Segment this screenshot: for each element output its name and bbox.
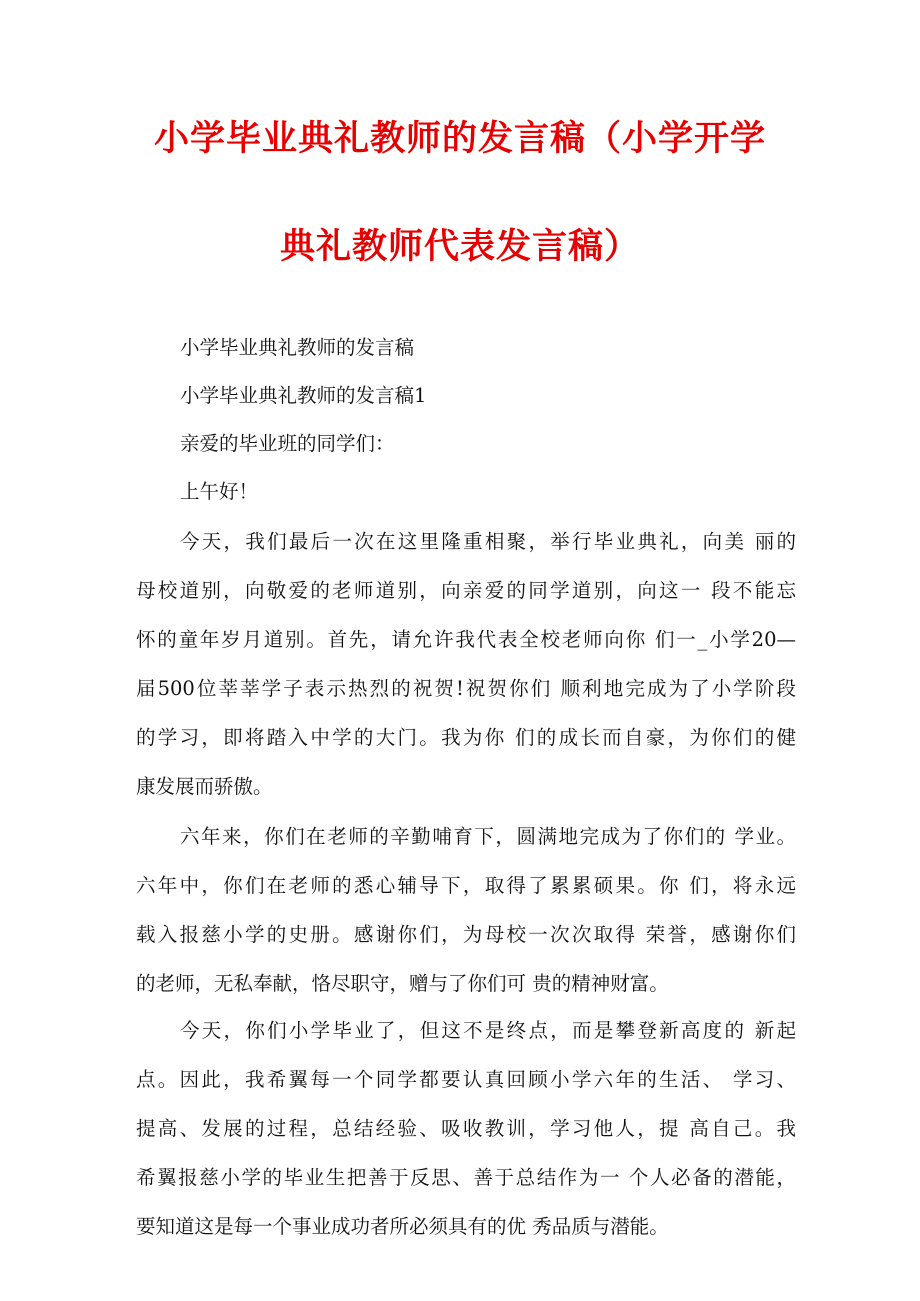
paragraph-1-line-3: 怀的童年岁月道别。首先，请允许我代表全校老师向你 们一_小学20—	[136, 628, 796, 651]
paragraph-2-line-4: 的老师，无私奉献，恪尽职守，赠与了你们可 贵的精神财富。	[136, 972, 669, 995]
greeting: 上午好！	[180, 480, 259, 503]
paragraph-3-line-1: 今天，你们小学毕业了，但这不是终点，而是攀登新高度的 新起	[180, 1019, 796, 1042]
paragraph-1-line-6: 康发展而骄傲。	[136, 775, 273, 798]
paragraph-1-line-4: 届500位莘莘学子表示热烈的祝贺!祝贺你们 顺利地完成为了小学阶段	[136, 677, 796, 700]
paragraph-3-line-5: 要知道这是每一个事业成功者所必须具有的优 秀品质与潜能。	[136, 1215, 669, 1238]
paragraph-2-line-2: 六年中，你们在老师的悉心辅导下，取得了累累硕果。你 们，将永远	[136, 874, 796, 897]
paragraph-1-line-2: 母校道别，向敬爱的老师道别，向亲爱的同学道别，向这一 段不能忘	[136, 579, 796, 602]
paragraph-2-line-1: 六年来，你们在老师的辛勤哺育下，圆满地完成为了你们的 学业。	[180, 825, 796, 848]
paragraph-3-line-3: 提高、发展的过程，总结经验、吸收教训，学习他人，提 高自己。我	[136, 1117, 796, 1140]
subtitle: 小学毕业典礼教师的发言稿	[180, 336, 415, 359]
salutation: 亲爱的毕业班的同学们：	[180, 432, 395, 455]
paragraph-1-line-1: 今天，我们最后一次在这里隆重相聚，举行毕业典礼，向美 丽的	[180, 530, 796, 553]
paragraph-2-line-3: 载入报慈小学的史册。感谢你们，为母校一次次取得 荣誉，感谢你们	[136, 923, 796, 946]
paragraph-3-line-4: 希翼报慈小学的毕业生把善于反思、善于总结作为一 个人必备的潜能，	[136, 1166, 796, 1189]
paragraph-3-line-2: 点。因此，我希翼每一个同学都要认真回顾小学六年的生活、 学习、	[136, 1068, 796, 1091]
paragraph-1-line-5: 的学习，即将踏入中学的大门。我为你 们的成长而自豪，为你们的健	[136, 726, 796, 749]
section-heading: 小学毕业典礼教师的发言稿1	[180, 384, 427, 407]
document-title-line-2: 典礼教师代表发言稿）	[279, 227, 640, 267]
document-title-line-1: 小学毕业典礼教师的发言稿（小学开学	[153, 119, 766, 159]
